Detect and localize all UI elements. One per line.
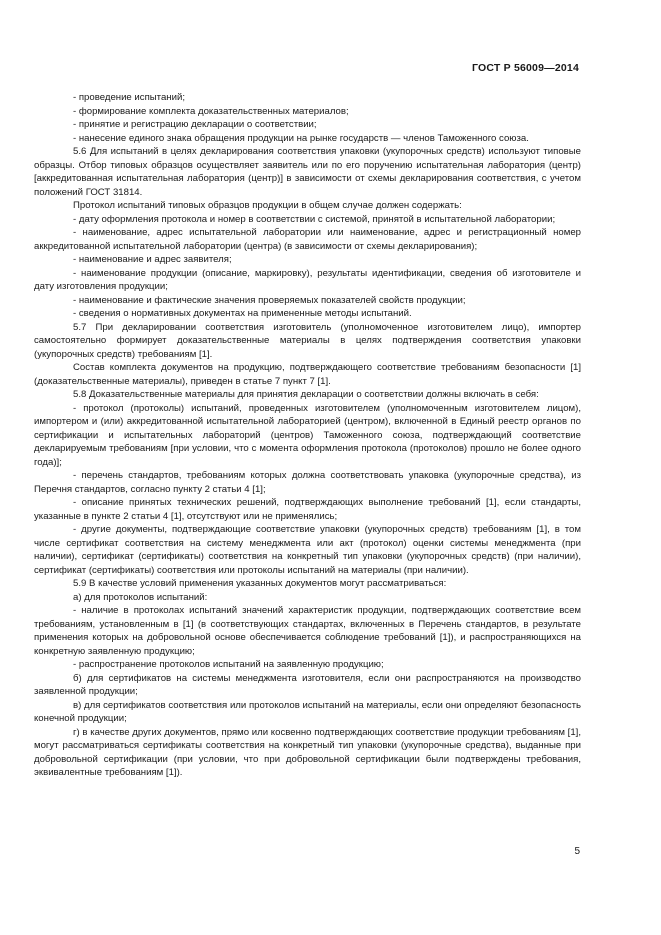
list-item: - дату оформления протокола и номер в соответствии с системой, принятой в испытательной лаборатории;: [73, 213, 556, 225]
list-item: - принятие и регистрацию декларации о соответствии;: [73, 119, 317, 130]
list-item: - наименование, адрес испытательной лаборатории или наименование, адрес и регистрационный номер аккредитованной испытательной лаборатории (центра) (в зависимости от схемы декларирования);: [34, 227, 581, 252]
list-item: - описание принятых технических решений, подтверждающих выполнение требований [1], если стандарты, указанные в пункте 2 статьи 4 [1], отсутствуют или не применялись;: [34, 497, 581, 522]
list-item: - нанесение единого знака обращения продукции на рынке государств — членов Таможенного союза.: [73, 132, 529, 144]
clause-5-6: 5.6 Для испытаний в целях декларирования соответствия упаковки (укупорочных средств) используют типовые образцы. Отбор типовых образцов осуществляет заявитель или по его поручению испытательная лаборатория (центр) [аккредитованная испытательная лаборатория (центр)] в зависимости от схемы декларирования соответствия, с учетом положений ГОСТ 31814.: [34, 146, 581, 198]
sub-item-b: б) для сертификатов на системы менеджмента изготовителя, если они распространяются на производство заявленной продукции;: [34, 672, 581, 697]
list-item: - другие документы, подтверждающие соответствие упаковки (укупорочных средств) требованиям [1], в том числе сертификат соответствия на систему менеджмента или акт (протокол) оценки системы менеджмента (при наличии), сертификат (сертификаты) соответствия на конкретный тип упаковки (укупорочных средств) (при наличии), сертификат (сертификаты) соответствия или протоколы испытаний на материалы (при наличии).: [34, 524, 581, 576]
document-body: [34, 91, 581, 780]
list-item: - наличие в протоколах испытаний значений характеристик продукции, подтверждающих соответствие всем требованиям, установленным в [1] (в соответствующих стандартах, включенных в Перечень стандартов, в результате применения которых на добровольной основе обеспечивается соблюдение требований [1]), и распространяющихся на конкретную заявленную продукцию;: [34, 605, 581, 657]
clause-5-9: 5.9 В качестве условий применения указанных документов могут рассматриваться:: [73, 578, 447, 589]
list-item: - распространение протоколов испытаний на заявленную продукцию;: [73, 659, 384, 670]
list-item: - наименование и адрес заявителя;: [73, 254, 232, 265]
sub-item-a: а) для протоколов испытаний:: [73, 591, 208, 603]
paragraph: Протокол испытаний типовых образцов продукции в общем случае должен содержать:: [73, 200, 462, 211]
list-item: - формирование комплекта доказательственных материалов;: [73, 105, 349, 117]
list-item: - сведения о нормативных документах на примененные методы испытаний.: [73, 308, 412, 319]
list-item: - протокол (протоколы) испытаний, проведенных изготовителем (уполномоченным изготовителем лицом), импортером и (или) аккредитованной испытательной лабораторией (центром), включенной в Единый реестр органов по сертификации и испытательных лабораторий (центров) Таможенного союза, подтверждающий соответствие декларируемым требованиям [при условии, что с момента оформления протокола (протоколов) прошло не более одного года)];: [34, 402, 581, 468]
list-item: - проведение испытаний;: [73, 92, 185, 103]
sub-item-g: г) в качестве других документов, прямо или косвенно подтверждающих соответствие продукции требованиям [1], могут рассматриваться сертификаты соответствия на конкретный тип упаковки (укупорочные средства), выданные при добровольной сертификации (при условии, что при добровольной сертификации были подтверждены требования, эквивалентные требованиям [1]).: [34, 726, 581, 778]
standard-designation: ГОСТ Р 56009—2014: [471, 62, 579, 74]
sub-item-v: в) для сертификатов соответствия или протоколов испытаний на материалы, если они определяют безопасность конечной продукции;: [34, 699, 581, 724]
page-number: 5: [574, 846, 580, 857]
paragraph: Состав комплекта документов на продукцию, подтверждающего соответствие требованиям безопасности [1] (доказательственные материалы), приведен в статье 7 пункт 7 [1].: [34, 362, 581, 387]
clause-5-7: 5.7 При декларировании соответствия изготовитель (уполномоченное изготовителем лицо), импортер самостоятельно формирует доказательственные материалы в целях подтверждения соответствия упаковки (укупорочных средств) требованиям [1].: [34, 321, 581, 360]
list-item: - наименование продукции (описание, маркировку), результаты идентификации, сведения об изготовителе и дату изготовления продукции;: [34, 267, 581, 292]
list-item: - наименование и фактические значения проверяемых показателей свойств продукции;: [73, 294, 466, 306]
clause-5-8: 5.8 Доказательственные материалы для принятия декларации о соответствии должны включать в себя:: [73, 389, 539, 400]
list-item: - перечень стандартов, требованиям которых должна соответствовать упаковка (укупорочные средства), из Перечня стандартов, согласно пункту 2 статьи 4 [1];: [34, 470, 581, 495]
